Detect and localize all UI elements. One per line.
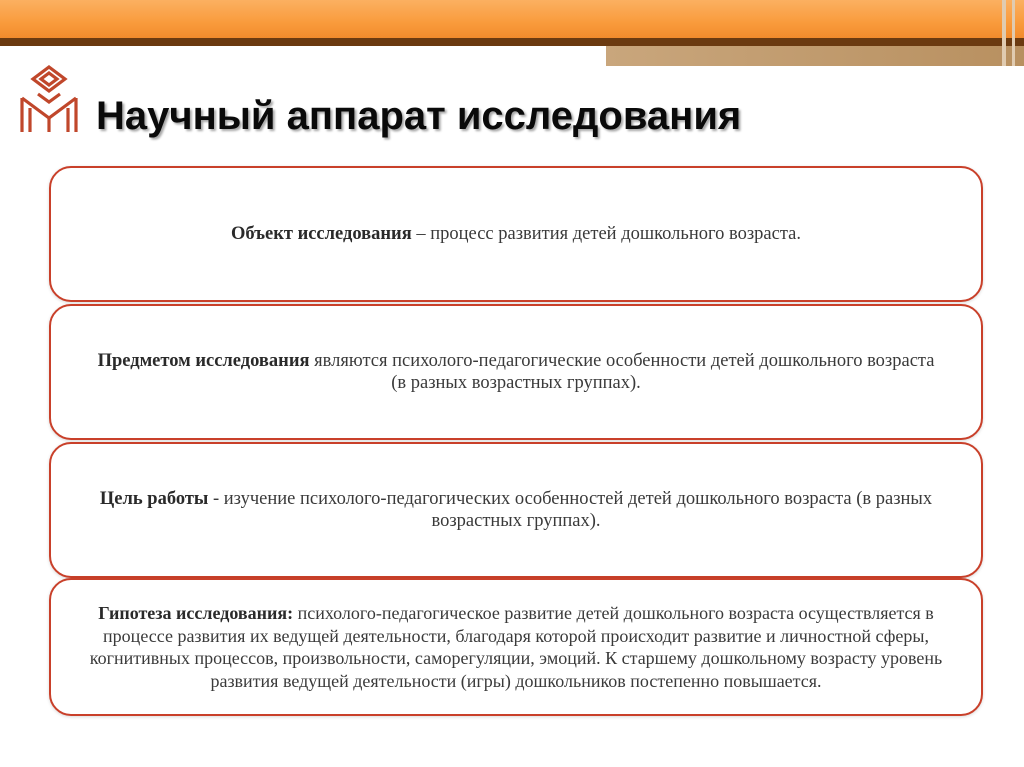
subject-paragraph [91, 350, 941, 394]
hypothesis-paragraph [81, 602, 951, 692]
object-paragraph [231, 223, 801, 245]
hypothesis-term: Гипотеза исследования: [98, 603, 294, 623]
hypothesis-text: психолого-педагогическое развитие детей дошкольного возраста осуществляется в процессе развития их ведущей деятельности, благодаря которой происходит развитие и личностной сферы, когнитивных процессов, произвольности, саморегуляции, эмоций. К старшему дошкольному возрасту уровень развития ведущей деятельности (игры) дошкольников постепенно повышается. [89, 603, 943, 691]
header-band-stripe [1012, 0, 1015, 66]
object-term: Объект исследования [231, 224, 412, 244]
goal-block [49, 442, 983, 578]
university-logo-icon [18, 64, 80, 136]
goal-term: Цель работы [99, 489, 209, 509]
header-band-stripe [1002, 0, 1006, 66]
header-band-tan [606, 46, 1024, 66]
object-block [49, 166, 983, 302]
object-text: – процесс развития детей дошкольного возраста. [411, 224, 801, 244]
hypothesis-block [49, 578, 983, 716]
subject-block [49, 304, 983, 440]
header-band-orange [0, 0, 1024, 38]
subject-text: являются психолого-педагогические особенности детей дошкольного возраста (в разных возрастных группах). [309, 351, 935, 393]
goal-text: - изучение психолого-педагогических особенностей детей дошкольного возраста (в разных возрастных группах). [208, 489, 933, 531]
header-band [0, 0, 1024, 66]
subject-term: Предметом исследования [97, 351, 310, 371]
goal-paragraph [91, 488, 941, 532]
page-title: Научный аппарат исследования [96, 94, 742, 138]
header-band-dark [0, 38, 1024, 46]
